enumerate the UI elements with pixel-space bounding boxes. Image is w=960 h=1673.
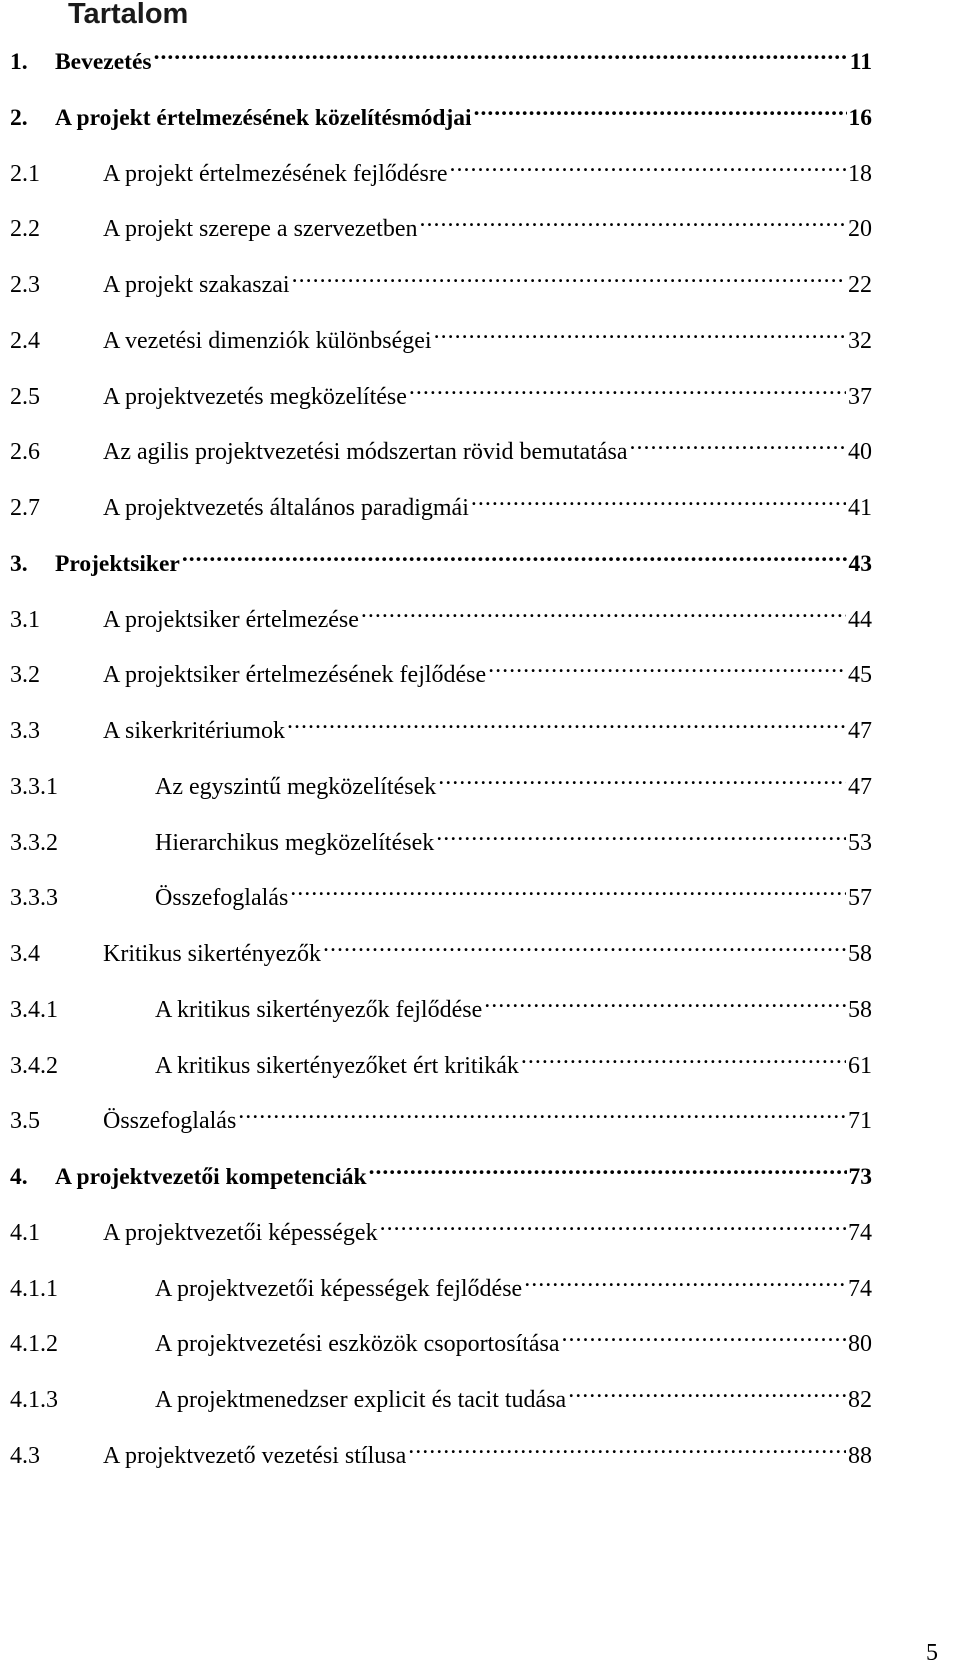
toc-entry[interactable] [10,704,872,744]
toc-dot-leader [568,1373,846,1407]
toc-entry-page: 18 [848,160,872,187]
toc-entry-number: 3.3.1 [10,773,58,800]
toc-entry[interactable] [10,1373,872,1413]
toc-entry[interactable] [10,593,872,633]
toc-entry-number: 4.3 [10,1442,40,1469]
toc-entry-page: 41 [848,495,872,521]
toc-entry-page: 43 [848,550,872,577]
toc-entry-title: A projektsiker értelmezésének fejlődése [103,662,487,689]
toc-entry[interactable] [10,816,872,856]
toc-entry-title: A projekt értelmezésének fejlődésre [103,160,448,187]
toc-entry-number: 3.3.3 [10,885,58,912]
toc-entry-number: 2.6 [10,439,40,466]
toc-dot-leader [182,537,847,571]
toc-entry-title: Összefoglalás [103,1108,237,1135]
toc-entry-title: Bevezetés [55,49,152,75]
toc-entry-number: 3. [10,550,28,577]
toc-dot-leader [471,481,846,515]
toc-dot-leader [436,816,846,850]
toc-entry-number: 3.3 [10,718,40,744]
toc-entry-title: A projektvezetés megközelítése [103,383,407,410]
toc-entry-title: A projektvezetői kompetenciák [55,1164,367,1190]
toc-entry[interactable] [10,1262,872,1302]
toc-entry-title: Az agilis projektvezetési módszertan rövid bemutatása [103,439,628,466]
toc-entry[interactable] [10,927,872,967]
toc-entry-title: Kritikus sikertényezők [103,941,321,967]
toc-dot-leader [524,1262,846,1296]
toc-dot-leader [474,91,847,125]
toc-entry-number: 3.4.2 [10,1052,58,1079]
toc-entry-page: 88 [848,1442,872,1469]
toc-entry-number: 2.5 [10,383,40,410]
toc-dot-leader [521,1039,846,1073]
toc-entry[interactable] [10,91,872,131]
toc-entry-title: A projektvezető vezetési stílusa [103,1442,407,1469]
toc-entry-title: A projekt szakaszai [103,272,290,298]
toc-entry-number: 3.2 [10,662,40,689]
toc-entry-page: 80 [848,1331,872,1358]
toc-entry[interactable] [10,648,872,689]
toc-entry-title: A kritikus sikertényezők fejlődése [155,996,483,1023]
toc-entry-page: 22 [848,272,872,298]
toc-dot-leader [450,147,846,181]
toc-entry[interactable] [10,425,872,466]
toc-entry[interactable] [10,314,872,354]
toc-entry-number: 4.1.1 [10,1275,58,1302]
toc-entry-title: A projektvezetés általános paradigmái [103,495,469,521]
toc-heading: Tartalom [68,0,189,30]
toc-entry-title: A projektvezetői képességek [103,1219,378,1246]
toc-entry-page: 74 [848,1219,872,1246]
toc-entry-title: Hierarchikus megközelítések [155,829,435,856]
toc-entry[interactable] [10,1094,872,1135]
toc-entry[interactable] [10,202,872,243]
toc-dot-leader [238,1094,846,1128]
toc-entry-number: 4.1 [10,1219,40,1246]
toc-entry[interactable] [10,35,872,75]
toc-entry-number: 4.1.2 [10,1331,58,1358]
toc-dot-leader [361,593,846,627]
toc-entry-page: 47 [848,773,872,800]
toc-entry[interactable] [10,147,872,187]
toc-entry-page: 58 [848,996,872,1023]
toc-entry-number: 2.2 [10,216,40,243]
toc-entry-page: 32 [848,327,872,354]
toc-entry-page: 74 [848,1275,872,1302]
toc-entry-title: A projektvezetői képességek fejlődése [155,1275,523,1302]
toc-entry-page: 37 [848,383,872,410]
toc-dot-leader [290,871,846,905]
toc-entry-number: 3.4.1 [10,996,58,1023]
toc-entry-page: 61 [848,1052,872,1079]
toc-entry-page: 57 [848,885,872,912]
toc-entry[interactable] [10,983,872,1023]
toc-dot-leader [380,1206,846,1240]
toc-dot-leader [562,1317,846,1351]
toc-dot-leader [434,314,846,348]
toc-entry[interactable] [10,760,872,800]
toc-dot-leader [488,648,846,682]
toc-entry-page: 82 [848,1387,872,1413]
toc-entry[interactable] [10,258,872,298]
toc-entry[interactable] [10,537,872,577]
toc-entry[interactable] [10,1150,872,1190]
page-number: 5 [926,1640,938,1666]
toc-entry-page: 16 [848,104,872,131]
toc-entry-title: A projekt értelmezésének közelítésmódjai [55,104,472,131]
toc-entry-page: 73 [848,1164,872,1190]
toc-entry-number: 3.3.2 [10,829,58,856]
toc-dot-leader [408,1429,846,1463]
toc-dot-leader [484,983,846,1017]
toc-entry-title: Összefoglalás [155,885,289,912]
toc-entry[interactable] [10,1317,872,1358]
toc-entry-title: Projektsiker [55,550,180,577]
toc-entry-title: A kritikus sikertényezőket ért kritikák [155,1052,519,1079]
toc-entry[interactable] [10,370,872,410]
toc-entry-number: 2.4 [10,327,40,354]
toc-entry-title: A projektvezetési eszközök csoportosítása [155,1331,560,1358]
toc-entry-title: A projekt szerepe a szervezetben [103,216,418,243]
toc-dot-leader [323,927,846,961]
toc-entry-page: 40 [848,439,872,466]
toc-entry-page: 58 [848,941,872,967]
toc-entry-number: 2. [10,104,28,131]
toc-dot-leader [438,760,846,794]
toc-entry-title: A projektmenedzser explicit és tacit tudása [155,1387,567,1413]
toc-dot-leader [369,1150,847,1184]
toc-entry[interactable] [10,871,872,912]
toc-entry-number: 2.1 [10,160,40,187]
toc-entry-page: 47 [848,718,872,744]
toc-entry-number: 4. [10,1164,28,1190]
toc-dot-leader [409,370,846,404]
toc-entry-page: 20 [848,216,872,243]
toc-entry-number: 2.7 [10,495,40,521]
toc-entry-title: A projektsiker értelmezése [103,606,359,633]
toc-dot-leader [287,704,846,738]
toc-entry[interactable] [10,1429,872,1469]
toc-entry-number: 1. [10,49,28,75]
toc-entry-number: 3.4 [10,941,40,967]
toc-entry-title: Az egyszintű megközelítések [155,773,437,800]
toc-entry-number: 4.1.3 [10,1387,58,1413]
toc-entry-page: 44 [848,606,872,633]
toc-entry-page: 53 [848,829,872,856]
toc-entry-title: A vezetési dimenziók különbségei [103,327,432,354]
toc-dot-leader [629,425,846,459]
toc-dot-leader [420,202,847,236]
toc-entry-number: 2.3 [10,272,40,298]
toc-entry-page: 11 [849,49,872,75]
toc-entry[interactable] [10,481,872,521]
toc-entry[interactable] [10,1206,872,1246]
toc-dot-leader [292,258,846,292]
toc-entry[interactable] [10,1039,872,1079]
toc-entry-number: 3.5 [10,1108,40,1135]
toc-entry-page: 45 [848,662,872,689]
toc-entry-title: A sikerkritériumok [103,718,285,744]
toc-dot-leader [154,35,848,69]
toc-entry-number: 3.1 [10,606,40,633]
toc-entry-page: 71 [848,1108,872,1135]
